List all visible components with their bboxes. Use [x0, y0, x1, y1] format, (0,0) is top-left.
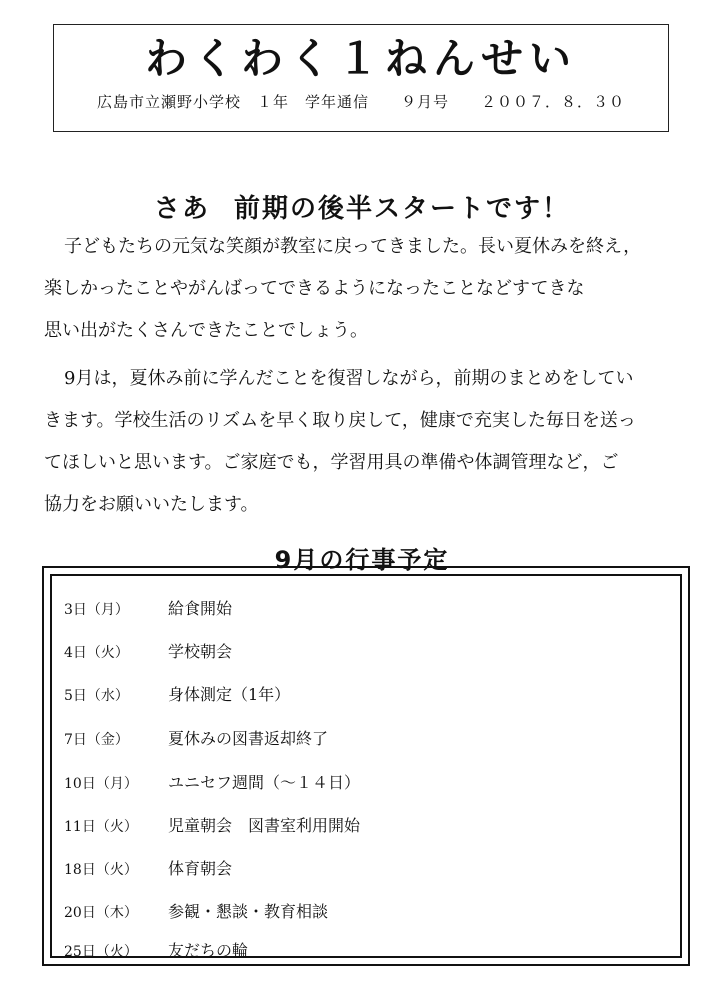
paragraph-line: 思い出がたくさんできたことでしょう。 — [44, 320, 368, 341]
schedule-item — [64, 682, 290, 708]
schedule-item — [64, 813, 360, 839]
paragraph-line: 楽しかったことやがんばってできるようになったことなどすてきな — [44, 278, 585, 299]
schedule-item — [64, 726, 328, 752]
newsletter-title: わくわく１ねんせい — [144, 34, 577, 83]
paragraph-line: てほしいと思います。ご家庭でも，学習用具の準備や体調管理など，ご — [44, 452, 619, 473]
schedule-date: 3日（月） — [64, 602, 129, 618]
paragraph-2 — [44, 358, 694, 526]
schedule-event: 体育朝会 — [168, 859, 233, 878]
schedule-date: 7日（金） — [64, 732, 129, 748]
schedule-item — [64, 639, 232, 665]
schedule-title: 9月の行事予定 — [274, 546, 450, 574]
masthead-box — [53, 24, 669, 132]
schedule-box — [42, 566, 690, 966]
schedule-event: 学校朝会 — [168, 642, 233, 661]
schedule-event: ユニセフ週間（～１４日） — [168, 773, 361, 792]
paragraph-line: 協力をお願いいたします。 — [44, 494, 259, 515]
schedule-event: 児童朝会 図書室利用開始 — [168, 816, 361, 835]
headline-part-2: 前期の後半スタートです！ — [234, 194, 571, 224]
schedule-date: 25日（火） — [64, 944, 138, 960]
paragraph-1 — [44, 226, 694, 352]
schedule-item — [64, 596, 232, 622]
schedule-inner-frame — [50, 574, 682, 958]
schedule-date: 18日（火） — [64, 862, 138, 878]
paragraph-line: 9月は，夏休み前に学んだことを復習しながら，前期のまとめをしてい — [64, 368, 634, 389]
schedule-date: 4日（火） — [64, 645, 129, 661]
schedule-event: 身体測定（1年） — [168, 685, 291, 704]
paragraph-line: きます。学校生活のリズムを早く取り戻して，健康で充実した毎日を送っ — [44, 410, 636, 431]
schedule-item — [64, 770, 360, 796]
schedule-date: 11日（火） — [64, 819, 138, 835]
schedule-item — [64, 938, 248, 964]
schedule-date: 10日（月） — [64, 776, 138, 792]
paragraph-line: 子どもたちの元気な笑顔が教室に戻ってきました。長い夏休みを終え， — [64, 236, 642, 257]
schedule-event: 給食開始 — [168, 599, 233, 618]
headline — [0, 188, 724, 225]
newsletter-subtitle: 広島市立瀬野小学校 １年 学年通信 ９月号 ２００７．８．３０ — [96, 93, 625, 111]
schedule-item — [64, 899, 328, 925]
schedule-event: 夏休みの図書返却終了 — [168, 729, 329, 748]
headline-part-1: さあ — [153, 194, 210, 224]
schedule-event: 参観・懇談・教育相談 — [168, 902, 329, 921]
schedule-date: 5日（水） — [64, 688, 129, 704]
schedule-item — [64, 856, 232, 882]
schedule-date: 20日（木） — [64, 905, 138, 921]
schedule-event: 友だちの輪 — [168, 941, 249, 960]
